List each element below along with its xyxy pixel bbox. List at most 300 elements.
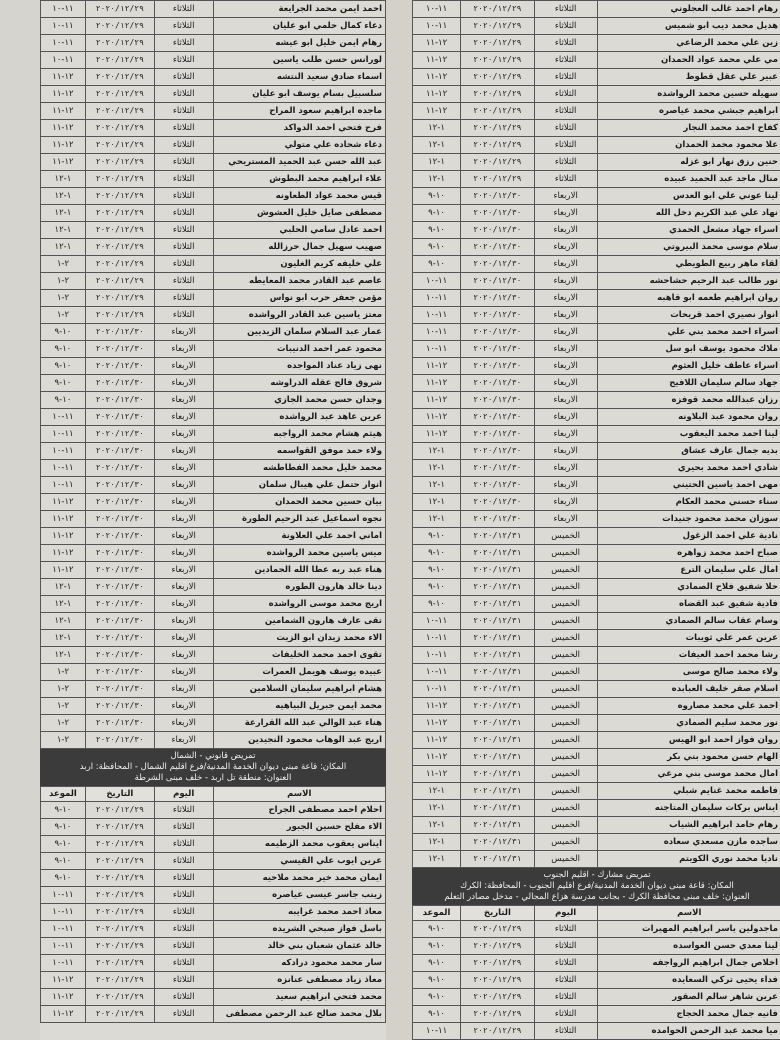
cell-name: كفاح احمد محمد النجار [597, 120, 780, 137]
cell-day: الثلاثاء [154, 1, 213, 18]
table-row [41, 989, 386, 1006]
cell-day: الاربعاء [154, 681, 213, 698]
cell-name: نور محمد سليم الصمادي [597, 715, 780, 732]
cell-date: ٢٠٢٠/١٢/٢٩ [85, 972, 154, 989]
table-row [41, 120, 386, 137]
cell-time: ١٢-١١ [413, 766, 461, 783]
north-banner-line: المكان: قاعة مبنى ديوان الخدمة المدنية/فرع اقليم الشمال - المحافظة: اربد [79, 762, 347, 772]
cell-time: ١٠-٩ [413, 955, 461, 972]
cell-date: ٢٠٢٠/١٢/٣٠ [460, 494, 534, 511]
table-row [413, 955, 780, 972]
cell-day: الخميس [534, 834, 597, 851]
table-row [413, 171, 780, 188]
cell-time: ١٢-١١ [413, 375, 461, 392]
cell-time: ١٠-٩ [41, 358, 86, 375]
cell-day: الثلاثاء [154, 904, 213, 921]
cell-time: ١-١٢ [41, 647, 86, 664]
table-row [413, 392, 780, 409]
cell-time: ١٢-١١ [41, 103, 86, 120]
cell-time: ١٢-١١ [413, 358, 461, 375]
north-banner [40, 749, 386, 786]
cell-time: ١٢-١١ [413, 69, 461, 86]
cell-time: ١٢-١١ [413, 392, 461, 409]
cell-date: ٢٠٢٠/١٢/٢٩ [85, 853, 154, 870]
cell-day: الخميس [534, 613, 597, 630]
cell-day: الثلاثاء [154, 307, 213, 324]
table-row [41, 307, 386, 324]
cell-date: ٢٠٢٠/١٢/٣٠ [85, 630, 154, 647]
cell-name: زينب جاسر عيسى عياصره [213, 887, 386, 904]
cell-date: ٢٠٢٠/١٢/٣٠ [85, 324, 154, 341]
cell-date: ٢٠٢٠/١٢/٢٩ [460, 52, 534, 69]
table-row [413, 511, 780, 528]
cell-day: الثلاثاء [154, 819, 213, 836]
cell-time: ١٢-١١ [41, 528, 86, 545]
cell-day: الثلاثاء [534, 972, 597, 989]
cell-day: الثلاثاء [534, 938, 597, 955]
cell-day: الاربعاء [534, 256, 597, 273]
cell-time: ١١-١٠ [413, 290, 461, 307]
cell-day: الاربعاء [154, 562, 213, 579]
cell-day: الثلاثاء [154, 836, 213, 853]
cell-name: احلام احمد مصطفى الجراح [213, 802, 386, 819]
cell-name: اريج محمد موسى الرواشده [213, 596, 386, 613]
cell-day: الخميس [534, 800, 597, 817]
cell-name: سناء حسني محمد العكام [597, 494, 780, 511]
cell-name: روان فواز احمد ابو الهيس [597, 732, 780, 749]
cell-day: الخميس [534, 766, 597, 783]
cell-time: ١٢-١١ [41, 972, 86, 989]
north-header-row [41, 787, 386, 802]
cell-day: الخميس [534, 749, 597, 766]
cell-date: ٢٠٢٠/١٢/٣١ [460, 613, 534, 630]
cell-name: لورانس حسن طلب ياسين [213, 52, 386, 69]
cell-day: الثلاثاء [154, 938, 213, 955]
cell-date: ٢٠٢٠/١٢/٣٠ [460, 273, 534, 290]
cell-time: ١-١٢ [41, 630, 86, 647]
header-name: الاسم [213, 787, 386, 802]
cell-time: ١٢-١١ [41, 69, 86, 86]
table-row [41, 870, 386, 887]
cell-date: ٢٠٢٠/١٢/٢٩ [460, 154, 534, 171]
cell-name: امال محمد موسى بني مرعي [597, 766, 780, 783]
cell-date: ٢٠٢٠/١٢/٢٩ [85, 938, 154, 955]
table-row [41, 528, 386, 545]
cell-date: ٢٠٢٠/١٢/٢٩ [85, 35, 154, 52]
cell-day: الخميس [534, 851, 597, 868]
cell-time: ١٠-٩ [413, 188, 461, 205]
table-row [413, 834, 780, 851]
cell-date: ٢٠٢٠/١٢/٣٠ [460, 426, 534, 443]
cell-name: معاذ زياد مصطفى عنانزه [213, 972, 386, 989]
cell-date: ٢٠٢٠/١٢/٢٩ [460, 86, 534, 103]
table-row [413, 938, 780, 955]
table-row [41, 188, 386, 205]
cell-time: ١٢-١١ [41, 154, 86, 171]
cell-name: بديه جمال عارف عشاق [597, 443, 780, 460]
cell-date: ٢٠٢٠/١٢/٣١ [460, 579, 534, 596]
cell-date: ٢٠٢٠/١٢/٢٩ [85, 171, 154, 188]
cell-name: علا محمود محمد الحمدان [597, 137, 780, 154]
cell-name: هيثم هشام محمد الرواجبه [213, 426, 386, 443]
cell-time: ١٠-٩ [41, 870, 86, 887]
table-row [413, 290, 780, 307]
cell-name: هشام ابراهيم سليمان السلامين [213, 681, 386, 698]
cell-name: هناء عبد الوالي عبد الله القرارعة [213, 715, 386, 732]
cell-name: لينا معدي حسن العواسده [597, 938, 780, 955]
cell-date: ٢٠٢٠/١٢/٣٠ [85, 341, 154, 358]
table-row [41, 460, 386, 477]
cell-date: ٢٠٢٠/١٢/٣١ [460, 817, 534, 834]
cell-day: الثلاثاء [154, 870, 213, 887]
table-row [41, 715, 386, 732]
cell-date: ٢٠٢٠/١٢/٣٠ [85, 664, 154, 681]
cell-name: فادية شفيق عبد القضاه [597, 596, 780, 613]
cell-time: ١٠-٩ [413, 528, 461, 545]
cell-time: ١-١٢ [413, 120, 461, 137]
south-schedule-table [412, 905, 780, 1040]
cell-name: شروق فالح عقله الدراوشه [213, 375, 386, 392]
cell-date: ٢٠٢٠/١٢/٣٠ [85, 698, 154, 715]
cell-day: الاربعاء [534, 273, 597, 290]
cell-day: الخميس [534, 528, 597, 545]
cell-date: ٢٠٢٠/١٢/٣٠ [85, 477, 154, 494]
cell-name: اسماء صادق سعيد النتشه [213, 69, 386, 86]
cell-name: سهيله حسين محمد الرواشده [597, 86, 780, 103]
cell-date: ٢٠٢٠/١٢/٢٩ [85, 1, 154, 18]
cell-day: الاربعاء [154, 426, 213, 443]
cell-date: ٢٠٢٠/١٢/٣١ [460, 732, 534, 749]
cell-day: الخميس [534, 817, 597, 834]
header-date: التاريخ [460, 906, 534, 921]
cell-time: ١٢-١١ [41, 137, 86, 154]
table-row [413, 715, 780, 732]
table-row [413, 324, 780, 341]
table-row [41, 545, 386, 562]
cell-date: ٢٠٢٠/١٢/٢٩ [460, 171, 534, 188]
cell-time: ٢-١ [41, 290, 86, 307]
cell-name: علاء ابراهيم محمد البطوش [213, 171, 386, 188]
cell-date: ٢٠٢٠/١٢/٢٩ [460, 18, 534, 35]
cell-date: ٢٠٢٠/١٢/٣١ [460, 545, 534, 562]
cell-date: ٢٠٢٠/١٢/٣٠ [460, 256, 534, 273]
cell-name: نهاد علي عبد الكريم دخل الله [597, 205, 780, 222]
cell-day: الثلاثاء [154, 921, 213, 938]
cell-time: ١١-١٠ [41, 409, 86, 426]
cell-day: الخميس [534, 681, 597, 698]
table-row [41, 137, 386, 154]
cell-day: الثلاثاء [154, 205, 213, 222]
cell-day: الثلاثاء [154, 154, 213, 171]
cell-date: ٢٠٢٠/١٢/٣٠ [85, 613, 154, 630]
cell-name: روان محمود عبد البلاونه [597, 409, 780, 426]
cell-time: ١١-١٠ [41, 460, 86, 477]
cell-day: الخميس [534, 664, 597, 681]
cell-name: عمار عبد السلام سلمان الزيديين [213, 324, 386, 341]
cell-name: بيان حسين محمد الحمدان [213, 494, 386, 511]
column-gutter [386, 0, 412, 1040]
north-banner-line: تمريض قانوني - الشمال [170, 751, 256, 761]
south-banner-line: المكان: قاعة مبنى ديوان الخدمة المدنية/فرع اقليم الجنوب - المحافظة: الكرك [460, 881, 734, 891]
cell-name: فاطمه محمد غنايم شبلي [597, 783, 780, 800]
cell-day: الاربعاء [154, 596, 213, 613]
cell-date: ٢٠٢٠/١٢/٢٩ [85, 18, 154, 35]
table-row [41, 341, 386, 358]
cell-name: عرين ايوب علي القيسي [213, 853, 386, 870]
cell-date: ٢٠٢٠/١٢/٢٩ [460, 938, 534, 955]
table-row [413, 477, 780, 494]
cell-name: انوار حتمل علي هيبال سلمان [213, 477, 386, 494]
table-row [413, 137, 780, 154]
cell-day: الخميس [534, 647, 597, 664]
cell-time: ١-١٢ [413, 460, 461, 477]
cell-time: ١-١٢ [41, 579, 86, 596]
cell-day: الاربعاء [154, 443, 213, 460]
table-row [413, 647, 780, 664]
table-row [41, 494, 386, 511]
cell-name: الاء محمد زيدان ابو الزيت [213, 630, 386, 647]
cell-day: الثلاثاء [534, 1023, 597, 1040]
cell-name: ايناس بركات سليمان المتاجنه [597, 800, 780, 817]
cell-name: محمد خليل محمد الفطاطشه [213, 460, 386, 477]
cell-day: الاربعاء [534, 239, 597, 256]
cell-name: وسام عقاب سالم الصمادي [597, 613, 780, 630]
cell-date: ٢٠٢٠/١٢/٣٠ [85, 545, 154, 562]
cell-time: ١٠-٩ [41, 853, 86, 870]
table-row [41, 409, 386, 426]
cell-name: اسراء احمد محمد بني علي [597, 324, 780, 341]
cell-day: الثلاثاء [534, 35, 597, 52]
cell-time: ١١-١٠ [413, 307, 461, 324]
cell-name: انوار نصيري احمد قريحات [597, 307, 780, 324]
cell-time: ١١-١٠ [413, 664, 461, 681]
left-schedule-table [40, 0, 386, 749]
cell-day: الثلاثاء [154, 256, 213, 273]
cell-name: مهى احمد ياسين الحتيني [597, 477, 780, 494]
cell-name: منال ماجد عبد الحميد عبيده [597, 171, 780, 188]
cell-time: ٢-١ [41, 698, 86, 715]
cell-day: الثلاثاء [534, 69, 597, 86]
cell-date: ٢٠٢٠/١٢/٢٩ [460, 120, 534, 137]
cell-time: ١-١٢ [413, 154, 461, 171]
cell-time: ١١-١٠ [413, 1023, 461, 1040]
cell-date: ٢٠٢٠/١٢/٣٠ [85, 647, 154, 664]
header-day: اليوم [534, 906, 597, 921]
cell-time: ١٢-١١ [41, 1006, 86, 1023]
cell-day: الثلاثاء [154, 103, 213, 120]
table-row [41, 853, 386, 870]
cell-name: ماجده ابراهيم سعود المراح [213, 103, 386, 120]
cell-day: الثلاثاء [154, 188, 213, 205]
cell-time: ١٠-٩ [413, 972, 461, 989]
left-column [40, 0, 386, 1040]
cell-name: هناء عبد ربه عطا الله الحمادين [213, 562, 386, 579]
cell-name: رهام ايمن خليل ابو عيشه [213, 35, 386, 52]
cell-time: ١١-١٠ [41, 955, 86, 972]
cell-name: علي خليفه كريم الغليون [213, 256, 386, 273]
cell-time: ١١-١٠ [413, 647, 461, 664]
cell-name: عبد الله حسن عبد الحميد المستريحي [213, 154, 386, 171]
cell-time: ١٠-٩ [413, 239, 461, 256]
table-row [41, 324, 386, 341]
cell-day: الثلاثاء [534, 18, 597, 35]
header-time: الموعد [41, 787, 86, 802]
cell-date: ٢٠٢٠/١٢/٣٠ [85, 528, 154, 545]
cell-time: ١-١٢ [413, 477, 461, 494]
cell-time: ١٠-٩ [41, 819, 86, 836]
cell-date: ٢٠٢٠/١٢/٢٩ [85, 256, 154, 273]
table-row [41, 205, 386, 222]
table-row [413, 783, 780, 800]
table-row [41, 222, 386, 239]
cell-name: مؤمن جعفر حرب ابو نواس [213, 290, 386, 307]
cell-date: ٢٠٢٠/١٢/٣١ [460, 783, 534, 800]
cell-name: عاصم عبد القادر محمد المعايطه [213, 273, 386, 290]
cell-date: ٢٠٢٠/١٢/٢٩ [460, 1, 534, 18]
cell-date: ٢٠٢٠/١٢/٢٩ [85, 222, 154, 239]
table-row [41, 596, 386, 613]
cell-date: ٢٠٢٠/١٢/٣٠ [85, 596, 154, 613]
table-row [413, 103, 780, 120]
cell-time: ١-١٢ [413, 800, 461, 817]
table-row [41, 103, 386, 120]
cell-date: ٢٠٢٠/١٢/٢٩ [85, 103, 154, 120]
cell-day: الثلاثاء [534, 921, 597, 938]
table-row [413, 375, 780, 392]
cell-time: ١-١٢ [41, 205, 86, 222]
cell-date: ٢٠٢٠/١٢/٣٠ [85, 358, 154, 375]
cell-day: الثلاثاء [534, 86, 597, 103]
cell-date: ٢٠٢٠/١٢/٢٩ [85, 273, 154, 290]
cell-name: سار محمد محمود درادكه [213, 955, 386, 972]
table-row [413, 205, 780, 222]
cell-date: ٢٠٢٠/١٢/٣٠ [460, 477, 534, 494]
cell-date: ٢٠٢٠/١٢/٣٠ [460, 358, 534, 375]
cell-date: ٢٠٢٠/١٢/٣١ [460, 749, 534, 766]
cell-date: ٢٠٢٠/١٢/٢٩ [85, 921, 154, 938]
cell-date: ٢٠٢٠/١٢/٣١ [460, 681, 534, 698]
table-row [41, 887, 386, 904]
cell-day: الثلاثاء [154, 35, 213, 52]
cell-name: نادية علي احمد الزغول [597, 528, 780, 545]
cell-time: ١٠-٩ [41, 836, 86, 853]
cell-name: ميا محمد عبد الرحمن الحوامده [597, 1023, 780, 1040]
cell-day: الثلاثاء [154, 273, 213, 290]
cell-time: ١٠-٩ [413, 989, 461, 1006]
cell-day: الاربعاء [534, 188, 597, 205]
table-row [413, 579, 780, 596]
cell-date: ٢٠٢٠/١٢/٣١ [460, 528, 534, 545]
cell-time: ١-١٢ [413, 443, 461, 460]
cell-date: ٢٠٢٠/١٢/٣٠ [460, 290, 534, 307]
cell-date: ٢٠٢٠/١٢/٣١ [460, 766, 534, 783]
cell-name: احمد ايمن محمد الجرايعة [213, 1, 386, 18]
table-row [41, 273, 386, 290]
cell-time: ١١-١٠ [413, 273, 461, 290]
cell-day: الخميس [534, 715, 597, 732]
cell-time: ٢-١ [41, 307, 86, 324]
cell-date: ٢٠٢٠/١٢/٣٠ [85, 732, 154, 749]
north-schedule-table [40, 786, 386, 1023]
cell-day: الثلاثاء [534, 989, 597, 1006]
cell-name: ابراهيم جبشي محمد عياصره [597, 103, 780, 120]
table-row [41, 443, 386, 460]
cell-name: احمد علي محمد مصاروه [597, 698, 780, 715]
cell-day: الثلاثاء [154, 86, 213, 103]
cell-time: ١-١٢ [413, 817, 461, 834]
cell-time: ١٠-٩ [41, 324, 86, 341]
cell-date: ٢٠٢٠/١٢/٣٠ [85, 715, 154, 732]
cell-day: الاربعاء [154, 494, 213, 511]
cell-day: الثلاثاء [154, 171, 213, 188]
cell-day: الاربعاء [154, 477, 213, 494]
cell-day: الاربعاء [534, 409, 597, 426]
cell-day: الاربعاء [534, 443, 597, 460]
table-row [413, 921, 780, 938]
cell-time: ١٢-١١ [413, 732, 461, 749]
cell-date: ٢٠٢٠/١٢/٢٩ [85, 989, 154, 1006]
cell-date: ٢٠٢٠/١٢/٣١ [460, 851, 534, 868]
cell-name: اسلام صقر خليف العبابده [597, 681, 780, 698]
cell-date: ٢٠٢٠/١٢/٢٩ [85, 802, 154, 819]
table-row [413, 749, 780, 766]
cell-date: ٢٠٢٠/١٢/٢٩ [85, 120, 154, 137]
cell-time: ١١-١٠ [41, 52, 86, 69]
cell-date: ٢٠٢٠/١٢/٣١ [460, 596, 534, 613]
table-row [413, 989, 780, 1006]
table-row [41, 375, 386, 392]
cell-name: قيس محمد عواد الطعاونه [213, 188, 386, 205]
cell-name: خالد عثمان شعبان بني خالد [213, 938, 386, 955]
cell-date: ٢٠٢٠/١٢/٣٠ [85, 392, 154, 409]
cell-time: ١٢-١١ [41, 545, 86, 562]
table-row [413, 52, 780, 69]
cell-day: الاربعاء [534, 392, 597, 409]
table-row [413, 358, 780, 375]
cell-time: ١١-١٠ [41, 426, 86, 443]
cell-date: ٢٠٢٠/١٢/٢٩ [460, 35, 534, 52]
cell-day: الثلاثاء [154, 802, 213, 819]
table-row [413, 426, 780, 443]
table-row [41, 836, 386, 853]
cell-time: ١-١٢ [413, 851, 461, 868]
cell-name: اخلاص جمال ابراهيم الرواجفه [597, 955, 780, 972]
table-row [41, 802, 386, 819]
table-row [41, 35, 386, 52]
cell-time: ١٠-٩ [413, 596, 461, 613]
cell-time: ٢-١ [41, 256, 86, 273]
cell-day: الاربعاء [534, 375, 597, 392]
table-row [41, 921, 386, 938]
table-row [413, 681, 780, 698]
cell-time: ١٠-٩ [413, 545, 461, 562]
table-row [413, 664, 780, 681]
cell-time: ٢-١ [41, 273, 86, 290]
table-row [41, 955, 386, 972]
table-row [41, 819, 386, 836]
cell-date: ٢٠٢٠/١٢/٣٠ [460, 460, 534, 477]
cell-name: روان ابراهيم طعمه ابو قاهبه [597, 290, 780, 307]
header-date: التاريخ [85, 787, 154, 802]
cell-time: ١٠-٩ [413, 579, 461, 596]
table-row [413, 562, 780, 579]
cell-name: معتز ياسين عبد القادر الرواشده [213, 307, 386, 324]
cell-date: ٢٠٢٠/١٢/٢٩ [85, 904, 154, 921]
cell-day: الثلاثاء [154, 69, 213, 86]
cell-name: سلام موسى محمد البيروتي [597, 239, 780, 256]
cell-day: الاربعاء [154, 528, 213, 545]
cell-date: ٢٠٢٠/١٢/٣٠ [460, 188, 534, 205]
